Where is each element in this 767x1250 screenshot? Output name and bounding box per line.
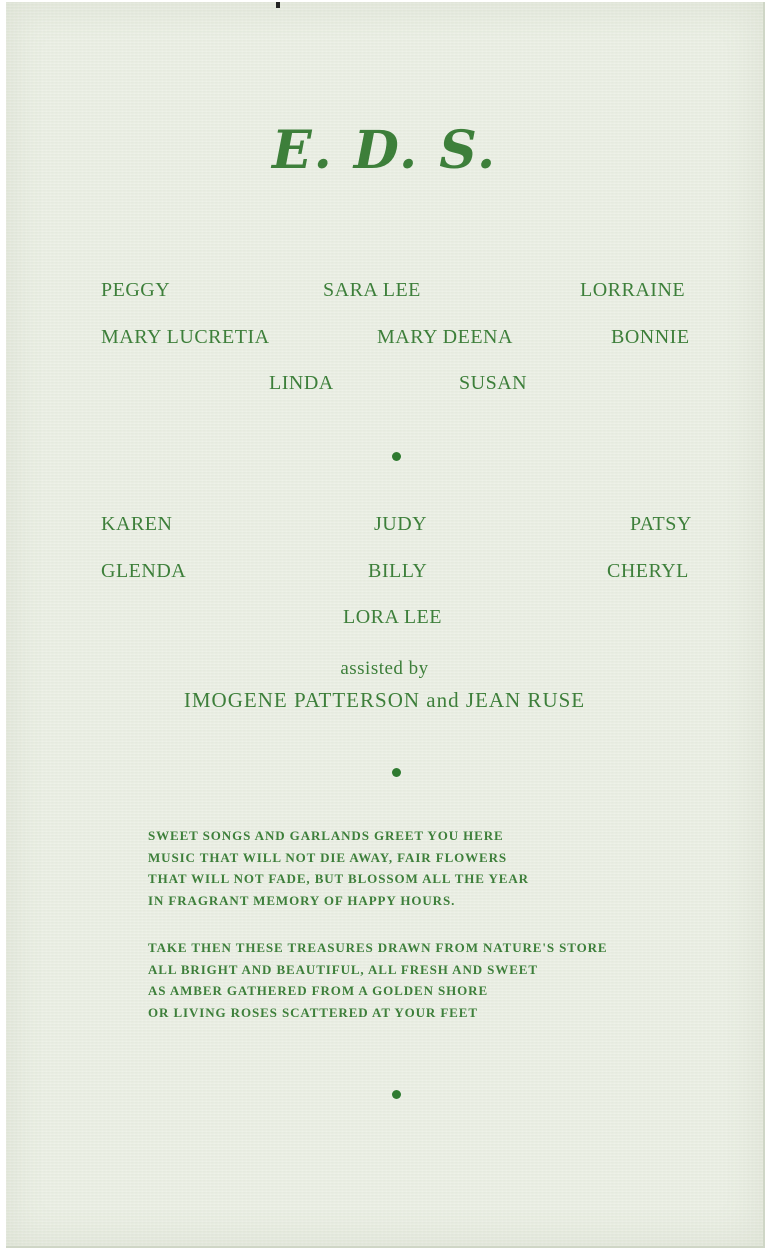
name-sara-lee: SARA LEE [323, 279, 421, 301]
name-mary-lucretia: MARY LUCRETIA [101, 326, 270, 348]
program-card [6, 2, 765, 1248]
verse-line: TAKE THEN THESE TREASURES DRAWN FROM NATURE'S STORE [148, 940, 608, 955]
name-glenda: GLENDA [101, 560, 187, 582]
verse-stanza-1 [148, 825, 529, 912]
assistants-names: IMOGENE PATTERSON and JEAN RUSE [183, 688, 586, 712]
name-lora-lee: LORA LEE [343, 606, 442, 628]
verse-line: ALL BRIGHT AND BEAUTIFUL, ALL FRESH AND SWEET [148, 961, 538, 977]
name-patsy: PATSY [630, 513, 692, 535]
verse-line: AS AMBER GATHERED FROM A GOLDEN SHORE [148, 983, 489, 999]
name-bonnie: BONNIE [611, 326, 690, 348]
verse-line: MUSIC THAT WILL NOT DIE AWAY, FAIR FLOWERS [148, 849, 508, 865]
name-peggy: PEGGY [101, 279, 171, 301]
divider-dot-2 [392, 768, 401, 777]
verse-line: THAT WILL NOT FADE, BUT BLOSSOM ALL THE YEAR [148, 871, 529, 887]
divider-dot-3 [392, 1090, 401, 1099]
name-mary-deena: MARY DEENA [377, 326, 513, 348]
verse-line: OR LIVING ROSES SCATTERED AT YOUR FEET [148, 1005, 478, 1021]
verse-line: IN FRAGRANT MEMORY OF HAPPY HOURS. [148, 893, 456, 909]
assisted-by-label: assisted by [340, 658, 429, 679]
name-billy: BILLY [368, 560, 428, 582]
name-karen: KAREN [101, 513, 173, 535]
divider-dot-1 [392, 452, 401, 461]
name-cheryl: CHERYL [607, 560, 689, 582]
verse-line: SWEET SONGS AND GARLANDS GREET YOU HERE [148, 828, 504, 843]
name-linda: LINDA [269, 372, 334, 394]
verse-stanza-2 [148, 937, 607, 1024]
name-lorraine: LORRAINE [580, 279, 686, 301]
printer-mark [276, 2, 280, 8]
name-judy: JUDY [374, 513, 428, 535]
monogram: E. D. S. [271, 120, 498, 181]
name-susan: SUSAN [459, 372, 528, 394]
